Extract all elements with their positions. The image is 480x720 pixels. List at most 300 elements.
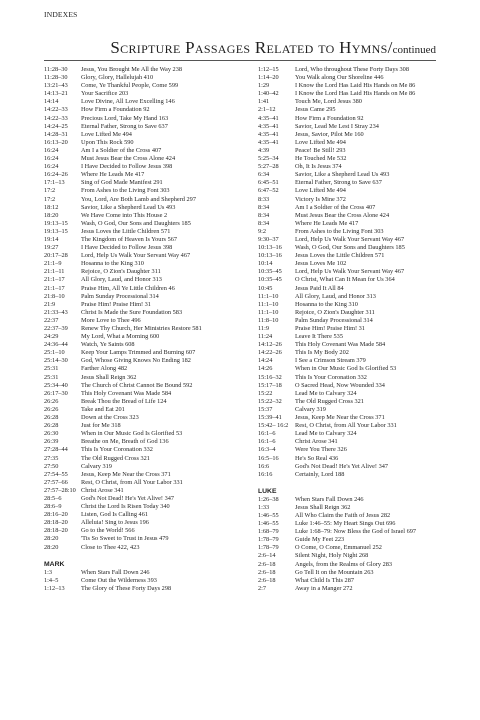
scripture-ref: 14:26 — [258, 365, 273, 373]
index-entry — [44, 171, 240, 179]
index-entry — [44, 535, 240, 543]
scripture-ref: 10:35–45 — [258, 276, 282, 284]
scripture-ref: 27:50 — [44, 462, 59, 470]
index-entry — [44, 414, 240, 422]
index-entry — [44, 357, 240, 365]
scripture-ref: 26:26 — [44, 405, 59, 413]
index-entry — [44, 301, 240, 309]
luke-entries — [258, 496, 458, 593]
hymn-title: I Know the Lord Has Laid His Hands on Me 86 — [295, 82, 416, 90]
scripture-ref: 19:14 — [44, 235, 59, 243]
index-entry — [44, 398, 240, 406]
page-title-text: Scripture Passages Related to Hymns/ — [110, 38, 393, 57]
scripture-ref: 15:37 — [258, 405, 273, 413]
scripture-ref: 14:22–26 — [258, 349, 282, 357]
index-entry — [258, 455, 458, 463]
scripture-ref: 10:45 — [258, 284, 273, 292]
index-entry — [258, 268, 458, 276]
index-entry — [44, 390, 240, 398]
hymn-title: Go Tell It on the Mountain 263 — [295, 568, 374, 576]
scripture-ref: 1:78–79 — [258, 536, 279, 544]
scripture-ref: 4:35–41 — [258, 138, 279, 146]
scripture-ref: 11:1–10 — [258, 308, 279, 316]
index-entry — [44, 228, 240, 236]
hymn-title: O Sacred Head, Now Wounded 334 — [295, 381, 385, 389]
hymn-title: The Old Rugged Cross 321 — [81, 454, 150, 462]
hymn-title: Close to Thee 422, 423 — [81, 543, 140, 551]
hymn-title: Hosanna to the King 310 — [295, 300, 358, 308]
scripture-ref: 11:24 — [258, 333, 273, 341]
index-entry — [44, 382, 240, 390]
scripture-ref: 16:3–4 — [258, 446, 276, 454]
scripture-ref: 14:24 — [258, 357, 273, 365]
scripture-ref: 15:22–32 — [258, 397, 282, 405]
index-entry — [44, 503, 240, 511]
index-entry — [258, 422, 458, 430]
hymn-title: Love Lifted Me 494 — [81, 130, 132, 138]
scripture-ref: 27:28–44 — [44, 446, 68, 454]
index-entry — [258, 82, 458, 90]
hymn-title: Away in a Manger 272 — [295, 584, 353, 592]
index-entry — [258, 544, 458, 552]
hymn-title: Renew Thy Church, Her Ministries Restore 581 — [81, 325, 202, 332]
scripture-ref: 4:35–41 — [258, 114, 279, 122]
index-entry — [44, 585, 240, 593]
hymn-title: Silent Night, Holy Night 268 — [295, 552, 369, 560]
hymn-title: The Old Rugged Cross 321 — [295, 397, 364, 405]
hymn-title: Jesus, Savior, Pilot Me 160 — [295, 130, 364, 138]
index-entry — [44, 115, 240, 123]
hymn-title: Jesus Came 295 — [295, 106, 336, 114]
matthew-entries — [44, 66, 240, 552]
hymn-title: What Child Is This 287 — [295, 576, 355, 584]
index-entry — [44, 276, 240, 284]
hymn-title: How Firm a Foundation 92 — [81, 106, 150, 114]
index-entry — [44, 131, 240, 139]
index-entry — [44, 179, 240, 187]
scripture-ref: 2:6–18 — [258, 560, 276, 568]
scripture-ref: 11:1–10 — [258, 300, 279, 308]
hymn-title: God's Not Dead! He's Yet Alive! 347 — [295, 462, 389, 470]
hymn-title: He's So Real 436 — [295, 454, 339, 462]
hymn-title: I See a Crimson Stream 379 — [295, 357, 366, 365]
index-entry — [44, 365, 240, 373]
hymn-title: This Holy Covenant Was Made 584 — [81, 389, 172, 397]
section-heading-luke: LUKE — [258, 487, 277, 495]
hymn-title: Breathe on Me, Breath of God 136 — [81, 438, 169, 446]
index-entry — [44, 317, 240, 325]
hymn-title: Upon This Rock 590 — [81, 138, 134, 146]
scripture-ref: 14:24–25 — [44, 122, 68, 130]
hymn-title: This Is Your Coronation 332 — [295, 373, 367, 381]
hymn-title: All Glory, Laud, and Honor 313 — [81, 276, 162, 284]
scripture-ref: 6:34 — [258, 171, 270, 179]
scripture-ref: 28:20 — [44, 535, 59, 543]
hymn-title: Jesus Loves the Little Children 571 — [295, 252, 385, 260]
index-entry — [44, 438, 240, 446]
scripture-ref: 1:41 — [258, 98, 270, 106]
index-entry — [44, 495, 240, 503]
index-entry — [258, 252, 458, 260]
hymn-title: Come Out the Wilderness 393 — [81, 576, 157, 584]
hymn-title: When Stars Fall Down 246 — [81, 568, 150, 576]
hymn-title: Jesus Shall Reign 362 — [81, 373, 137, 381]
scripture-ref: 26:28 — [44, 422, 59, 430]
index-entry — [258, 163, 458, 171]
index-entry — [258, 155, 458, 163]
hymn-title: This Is My Body 202 — [295, 349, 349, 357]
scripture-ref: 28:5–6 — [44, 494, 62, 502]
hymn-title: The Church of Christ Cannot Be Bound 592 — [81, 381, 193, 389]
hymn-title: Lead Me to Calvary 324 — [295, 389, 357, 397]
scripture-ref: 16:1–6 — [258, 438, 276, 446]
index-entry — [258, 512, 458, 520]
scripture-ref: 9:30–37 — [258, 235, 279, 243]
scripture-ref: 27:57–66 — [44, 478, 68, 486]
scripture-ref: 6:47–52 — [258, 187, 279, 195]
hymn-title: Must Jesus Bear the Cross Alone 424 — [81, 155, 176, 163]
index-entry — [258, 357, 458, 365]
hymn-title: Lord, Help Us Walk Your Servant Way 467 — [295, 235, 405, 243]
scripture-ref: 15:16–32 — [258, 373, 282, 381]
index-entry — [258, 374, 458, 382]
hymn-title: Oh, It Is Jesus 374 — [295, 163, 342, 171]
hymn-title: Take and Eat 201 — [81, 405, 125, 413]
index-entry — [258, 561, 458, 569]
index-entry — [258, 98, 458, 106]
scripture-ref: 21:33–43 — [44, 308, 68, 316]
hymn-title: Savior, Like a Shepherd Lead Us 493 — [295, 171, 390, 179]
index-entry — [44, 406, 240, 414]
scripture-ref: 1:33 — [258, 503, 270, 511]
index-entry — [258, 333, 458, 341]
scripture-ref: 8:34 — [258, 203, 270, 211]
index-entry — [44, 455, 240, 463]
hymn-title: Certainly, Lord 188 — [295, 470, 345, 478]
hymn-title: Praise Him! Praise Him! 31 — [81, 300, 151, 308]
index-entry — [258, 115, 458, 123]
hymn-title: I Know the Lord Has Laid His Hands on Me 86 — [295, 90, 416, 98]
scripture-ref: 28:18–20 — [44, 519, 68, 527]
scripture-ref: 22:37–39 — [44, 325, 68, 332]
hymn-title: O Come, O Come, Emmanuel 252 — [295, 544, 382, 552]
index-entry — [258, 585, 458, 593]
index-entry — [258, 349, 458, 357]
scripture-ref: 11:1–10 — [258, 292, 279, 300]
hymn-title: I Have Decided to Follow Jesus 398 — [81, 244, 173, 252]
hymn-title: When in Our Music God Is Glorified 53 — [295, 365, 397, 373]
scripture-ref: 17:2 — [44, 195, 56, 203]
scripture-ref: 25:34–40 — [44, 381, 68, 389]
hymn-title: Glory, Glory, Hallelujah 410 — [81, 74, 154, 82]
hymn-title: Peace! Be Still! 293 — [295, 146, 346, 154]
scripture-ref: 19:27 — [44, 244, 59, 252]
index-entry — [258, 131, 458, 139]
hymn-title: Praise Him, All Ye Little Children 46 — [81, 284, 175, 292]
scripture-ref: 1:12–13 — [44, 584, 65, 592]
scripture-ref: 4:39 — [258, 146, 270, 154]
index-entry — [258, 504, 458, 512]
hymn-title: I Have Decided to Follow Jesus 398 — [81, 163, 173, 171]
index-entry — [44, 471, 240, 479]
index-entry — [44, 66, 240, 74]
hymn-title: Palm Sunday Processional 314 — [295, 316, 373, 324]
scripture-ref: 8:34 — [258, 219, 270, 227]
hymn-title: Jesus, Keep Me Near the Cross 371 — [81, 470, 171, 478]
hymn-title: Your Sacrifice 203 — [81, 90, 129, 98]
index-entry — [258, 520, 458, 528]
hymn-title: Luke 1:68–79: Now Bless the God of Israel 697 — [295, 528, 417, 536]
hymn-title: How Firm a Foundation 92 — [295, 114, 364, 122]
scripture-ref: 14:13–21 — [44, 90, 68, 98]
right-column — [258, 66, 458, 593]
index-entry — [258, 496, 458, 504]
index-entry — [258, 66, 458, 74]
hymn-title: Lord, Help Us Walk Your Servant Way 467 — [295, 268, 405, 276]
hymn-title: Farther Along 482 — [81, 365, 128, 373]
section-gap — [258, 479, 458, 487]
scripture-ref: 1:46–55 — [258, 520, 279, 528]
hymn-title: Christ Arose 341 — [295, 438, 338, 446]
hymn-title: God, Whose Giving Knows No Ending 182 — [81, 357, 191, 365]
scripture-ref: 24:29 — [44, 333, 59, 341]
scripture-ref: 19:13–15 — [44, 227, 68, 235]
index-entry — [44, 212, 240, 220]
index-entry — [258, 147, 458, 155]
hymn-title: Lord, Help Us Walk Your Servant Way 467 — [81, 252, 191, 260]
hymn-title: Wash, O God, Our Sons and Daughters 185 — [295, 244, 405, 252]
index-entry — [258, 577, 458, 585]
scripture-ref: 26:30 — [44, 430, 59, 438]
hymn-title: Christ Is Made the Sure Foundation 583 — [81, 308, 183, 316]
index-entry — [258, 285, 458, 293]
section-gap — [44, 552, 240, 560]
scripture-ref: 16:16 — [258, 470, 273, 478]
scripture-ref: 14:14 — [44, 98, 59, 106]
scripture-ref: 21:9 — [44, 300, 56, 308]
scripture-ref: 17:2 — [44, 187, 56, 195]
hymn-title: Go to the World! 566 — [81, 527, 135, 535]
index-entry — [44, 285, 240, 293]
hymn-title: Love Divine, All Love Excelling 146 — [81, 98, 175, 106]
hymn-title: Rejoice, O Zion's Daughter 311 — [81, 268, 161, 276]
hymn-title: Watch, Ye Saints 608 — [81, 341, 135, 349]
hymn-title: Jesus Paid It All 84 — [295, 284, 344, 292]
index-entry — [44, 187, 240, 195]
scripture-ref: 2:7 — [258, 584, 267, 592]
hymn-title: Guide My Feet 223 — [295, 536, 345, 544]
hymn-title: More Love to Thee 496 — [81, 316, 141, 324]
index-entry — [258, 438, 458, 446]
scripture-ref: 25:14–30 — [44, 357, 68, 365]
scripture-ref: 1:3 — [44, 568, 53, 576]
scripture-ref: 2:6–18 — [258, 576, 276, 584]
scripture-ref: 1:68–79 — [258, 528, 279, 536]
hymn-title: Palm Sunday Processional 314 — [81, 292, 159, 300]
scripture-ref: 2:6–14 — [258, 552, 276, 560]
hymn-title: My Lord, What a Morning 600 — [81, 333, 160, 341]
scripture-ref: 17:1–13 — [44, 179, 65, 187]
index-entry — [258, 244, 458, 252]
index-entry — [44, 349, 240, 357]
index-entry — [258, 220, 458, 228]
scripture-ref: 16:1–6 — [258, 430, 276, 438]
index-entry — [44, 252, 240, 260]
hymn-title: Angels, from the Realms of Glory 283 — [295, 560, 393, 568]
scripture-ref: 15:42– 16:2 — [258, 422, 289, 430]
index-entry — [44, 196, 240, 204]
hymn-title: Love Lifted Me 494 — [295, 138, 346, 146]
index-entry — [258, 471, 458, 479]
index-entry — [258, 196, 458, 204]
hymn-title: Alleluia! Sing to Jesus 196 — [81, 519, 149, 527]
hymn-title: You Walk along Our Shoreline 446 — [295, 74, 384, 82]
scripture-ref: 15:39–41 — [258, 414, 282, 422]
hymn-title: Listen, God Is Calling 461 — [81, 511, 148, 519]
index-entry — [258, 301, 458, 309]
scripture-ref: 18:20 — [44, 211, 59, 219]
index-entry — [44, 374, 240, 382]
title-rule — [44, 60, 436, 61]
scripture-ref: 27:35 — [44, 454, 59, 462]
index-entry — [44, 123, 240, 131]
index-entry — [258, 446, 458, 454]
scripture-ref: 25:31 — [44, 365, 59, 373]
scripture-ref: 15:22 — [258, 389, 273, 397]
hymn-title: Just for Me 318 — [81, 422, 121, 430]
index-entry — [258, 463, 458, 471]
hymn-title: Eternal Father, Strong to Save 637 — [295, 179, 382, 187]
index-entry — [44, 163, 240, 171]
index-entry — [44, 147, 240, 155]
index-entry — [258, 430, 458, 438]
scripture-ref: 21:1–17 — [44, 284, 65, 292]
page-title-suffix: continued — [392, 44, 436, 56]
scripture-ref: 27:57–28:10 — [44, 486, 76, 494]
scripture-ref: 11:28–30 — [44, 66, 68, 73]
hymn-title: Eternal Father, Strong to Save 637 — [81, 122, 168, 130]
mark-continued-entries — [258, 66, 458, 479]
scripture-ref: 2:6–18 — [258, 568, 276, 576]
scripture-ref: 11:28–30 — [44, 74, 68, 82]
scripture-ref: 18:12 — [44, 203, 59, 211]
hymn-title: 'Tis So Sweet to Trust in Jesus 479 — [81, 535, 169, 543]
scripture-ref: 5:27–28 — [258, 163, 279, 171]
scripture-ref: 28:18–20 — [44, 527, 68, 535]
page-title — [0, 38, 436, 58]
scripture-ref: 21:1–11 — [44, 268, 65, 276]
index-entry — [258, 123, 458, 131]
scripture-ref: 1:29 — [258, 82, 270, 90]
scripture-ref: 11:8–10 — [258, 316, 279, 324]
index-entry — [258, 317, 458, 325]
scripture-ref: 27:54–55 — [44, 470, 68, 478]
index-entry — [258, 139, 458, 147]
section-heading-mark: MARK — [44, 560, 65, 568]
hymn-title: We Have Come into This House 2 — [81, 211, 168, 219]
hymn-title: Jesus, You Brought Me All the Way 238 — [81, 66, 183, 73]
hymn-title: Christ the Lord Is Risen Today 340 — [81, 503, 170, 511]
hymn-title: O Christ, What Can It Mean for Us 364 — [295, 276, 395, 284]
index-entry — [44, 479, 240, 487]
scripture-ref: 21:1–9 — [44, 260, 62, 268]
index-entry — [44, 82, 240, 90]
hymn-title: All Glory, Laud, and Honor 313 — [295, 292, 376, 300]
index-entry — [44, 204, 240, 212]
left-column — [44, 66, 240, 593]
scripture-ref: 16:24 — [44, 155, 59, 163]
index-entry — [258, 74, 458, 82]
index-entry — [44, 577, 240, 585]
hymn-title: Down at the Cross 323 — [81, 414, 139, 422]
scripture-ref: 26:39 — [44, 438, 59, 446]
hymn-title: Leave It There 535 — [295, 333, 343, 341]
index-entry — [258, 398, 458, 406]
hymn-title: Praise Him! Praise Him! 31 — [295, 325, 365, 332]
running-head: INDEXES — [44, 10, 78, 19]
hymn-title: Love Lifted Me 494 — [295, 187, 346, 195]
hymn-title: Lead Me to Calvary 324 — [295, 430, 357, 438]
hymn-title: Must Jesus Bear the Cross Alone 424 — [295, 211, 390, 219]
index-entry — [258, 528, 458, 536]
hymn-title: From Ashes to the Living Font 303 — [81, 187, 170, 195]
scripture-ref: 28:16–20 — [44, 511, 68, 519]
hymn-title: Where He Leads Me 417 — [295, 219, 359, 227]
hymn-title: Were You There 326 — [295, 446, 347, 454]
index-entry — [258, 90, 458, 98]
index-entry — [258, 536, 458, 544]
hymn-title: When in Our Music God Is Glorified 53 — [81, 430, 183, 438]
hymn-title: Break Thou the Bread of Life 124 — [81, 397, 167, 405]
index-entry — [44, 527, 240, 535]
index-entry — [44, 487, 240, 495]
index-entry — [44, 236, 240, 244]
scripture-ref: 1:12–15 — [258, 66, 279, 73]
scripture-ref: 1:26–38 — [258, 495, 279, 503]
hymn-title: This Is Your Coronation 332 — [81, 446, 153, 454]
index-entry — [44, 422, 240, 430]
scripture-ref: 21:8–10 — [44, 292, 65, 300]
hymn-title: Come, Ye Thankful People, Come 599 — [81, 82, 179, 90]
scripture-ref: 26:17–30 — [44, 389, 68, 397]
scripture-ref: 4:35–41 — [258, 130, 279, 138]
hymn-title: Sing of God Made Manifest 291 — [81, 179, 163, 187]
hymn-title: Savior, Lead Me Lest I Stray 234 — [295, 122, 379, 130]
hymn-title: Hosanna to the King 310 — [81, 260, 144, 268]
hymn-title: Jesus Loves Me 102 — [295, 260, 347, 268]
index-entry — [44, 544, 240, 552]
scripture-ref: 16:13–20 — [44, 138, 68, 146]
scripture-ref: 10:14 — [258, 260, 273, 268]
scripture-ref: 8:33 — [258, 195, 270, 203]
hymn-title: Savior, Like a Shepherd Lead Us 493 — [81, 203, 176, 211]
scripture-ref: 1:78–79 — [258, 544, 279, 552]
hymn-title: Rejoice, O Zion's Daughter 311 — [295, 308, 375, 316]
hymn-title: Keep Your Lamps Trimmed and Burning 607 — [81, 349, 196, 357]
index-entry — [44, 244, 240, 252]
scripture-ref: 6:45–51 — [258, 179, 279, 187]
scripture-ref: 10:13–16 — [258, 244, 282, 252]
index-entry — [258, 325, 458, 333]
index-entry — [44, 220, 240, 228]
index-entry — [258, 365, 458, 373]
hymn-title: Jesus Shall Reign 362 — [295, 503, 351, 511]
index-entry — [44, 268, 240, 276]
index-entry — [258, 171, 458, 179]
scripture-ref: 1:46–55 — [258, 511, 279, 519]
index-entry — [258, 569, 458, 577]
scripture-ref: 20:17–28 — [44, 252, 68, 260]
